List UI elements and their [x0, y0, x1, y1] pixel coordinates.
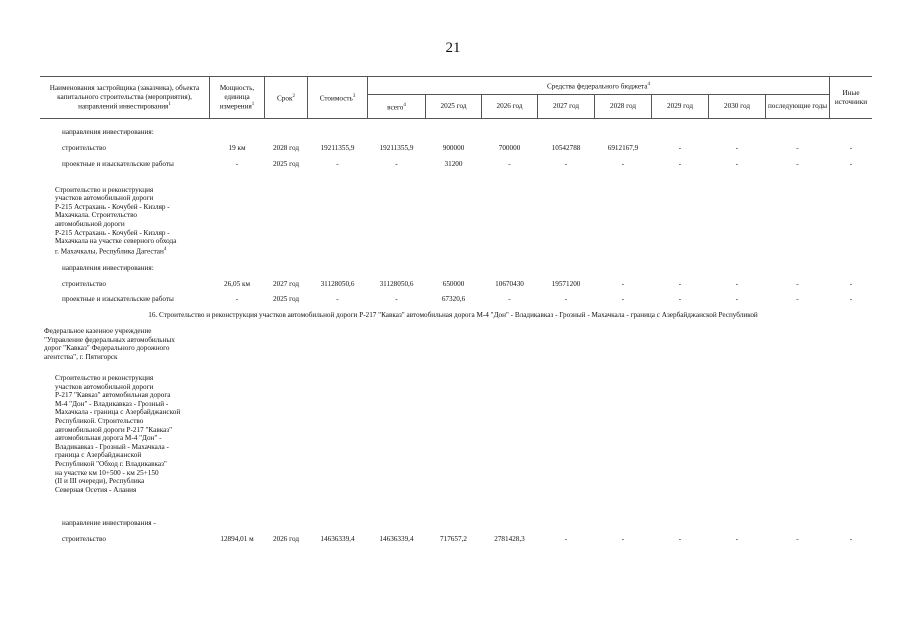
- cell-cost: -: [336, 295, 339, 303]
- row-label: направления инвестирования:: [62, 264, 154, 272]
- cell-2025: 31200: [444, 160, 463, 168]
- cell-later: -: [796, 280, 799, 288]
- cell-term: 2025 год: [273, 160, 299, 168]
- header-year: 2027 год: [553, 102, 579, 111]
- row-label: направления инвестирования:: [62, 128, 154, 136]
- header-year: 2026 год: [496, 102, 523, 111]
- cell-total: 31128050,6: [379, 280, 414, 288]
- cell-2027: -: [564, 160, 568, 168]
- cell-capacity: 26,05 км: [223, 280, 250, 288]
- cell-capacity: -: [235, 160, 239, 168]
- header-year: 2028 год: [610, 102, 636, 111]
- cell-2029: -: [678, 280, 682, 288]
- cell-2028: -: [621, 295, 625, 303]
- cell-2029: -: [678, 144, 682, 152]
- cell-later: -: [796, 160, 799, 168]
- header-cost: Стоимость$^3$: [319, 93, 356, 102]
- cell-capacity: 12894,01 м: [220, 535, 254, 543]
- row-label: строительство: [62, 280, 106, 288]
- row-label: проектные и изыскательские работы: [62, 160, 174, 168]
- header-year: 2029 год: [667, 102, 693, 111]
- cell-total: -: [395, 295, 398, 303]
- row-label: направление инвестирования -: [62, 519, 156, 527]
- cell-total: 14636339,4: [379, 535, 414, 543]
- header-year: 2030 год: [724, 102, 750, 111]
- customer-description: Федеральное казенное учреждение "Управление федеральных автомобильных дорог "Кавказ" Федерального дорожного агентства", г. Пятигорск: [44, 327, 175, 361]
- cell-other: -: [849, 295, 853, 303]
- cell-2027: -: [564, 295, 568, 303]
- cell-2030: -: [735, 535, 739, 543]
- cell-2028: -: [621, 280, 625, 288]
- header-capacity: Мощность, единица измерения$^1$: [219, 83, 255, 111]
- cell-2029: -: [678, 535, 682, 543]
- cell-2028: -: [621, 160, 625, 168]
- cell-2026: -: [508, 295, 511, 303]
- row-label: проектные и изыскательские работы: [62, 295, 174, 303]
- page-number: 21: [445, 40, 461, 56]
- cell-2025: 650000: [442, 280, 465, 288]
- cell-other: -: [849, 160, 853, 168]
- cell-total: -: [395, 160, 398, 168]
- cell-2030: -: [735, 280, 739, 288]
- cell-term: 2025 год: [273, 295, 299, 303]
- cell-term: 2028 год: [273, 144, 299, 152]
- cell-2027: -: [564, 535, 568, 543]
- cell-2029: -: [678, 295, 682, 303]
- cell-2026: 10670430: [495, 280, 524, 288]
- cell-cost: 31128050,6: [320, 280, 355, 288]
- cell-capacity: 19 км: [228, 144, 246, 152]
- cell-other: -: [849, 144, 853, 152]
- header-term: Срок$^2$: [277, 93, 295, 102]
- cell-2030: -: [735, 295, 739, 303]
- cell-cost: 19211355,9: [320, 144, 355, 152]
- cell-term: 2027 год: [273, 280, 299, 288]
- object-description: Строительство и реконструкция участков автомобильной дороги Р-215 Астрахань - Кочубей - Кизляр - Махачкала. Строительство автомобильной дороги Р-215 Астрахань - Кочубей - Кизляр - Махачкала на участке северного обхода г. Махачкалы, Республика Дагестан$^4$: [55, 185, 177, 256]
- cell-other: -: [849, 535, 853, 543]
- header-federal-budget: Средства федерального бюджета$^4$: [547, 81, 650, 90]
- cell-cost: -: [336, 160, 339, 168]
- object-description: Строительство и реконструкция участков автомобильной дороги Р-217 "Кавказ" автомобильная дорога М-4 "Дон" - Владикавказ - Грозный - Махачкала - граница с Азербайджанской Республикой. Строительство автомобильной дороги Р-217 "Кавказ" автомобильная дорога М-4 "Дон" - Владикавказ - Грозный - Махачкала - граница с Азербайджанской Республикой "Обход г. Владикавказ" на участке км 10+500 - км 25+150 (II и III очереди), Республика Северная Осетия - Алания: [55, 374, 181, 494]
- cell-total: 19211355,9: [379, 144, 414, 152]
- cell-2026: -: [508, 160, 511, 168]
- cell-2025: 900000: [442, 144, 465, 152]
- cell-later: -: [796, 535, 799, 543]
- header-name: Наименования застройщика (заказчика), объекта капитального строительства (мероприятия), направлений инвестирования$^1$: [49, 83, 200, 111]
- cell-2029: -: [678, 160, 682, 168]
- cell-2026: 2781428,3: [494, 535, 525, 543]
- cell-cost: 14636339,4: [320, 535, 355, 543]
- header-other-sources: Иные источники: [834, 88, 868, 106]
- row-label: строительство: [62, 144, 106, 152]
- header-year: 2025 год: [440, 102, 467, 111]
- cell-2030: -: [735, 144, 739, 152]
- cell-2027: 10542788: [551, 144, 581, 152]
- section-title: 16. Строительство и реконструкция участков автомобильной дороги Р-217 "Кавказ" автомобильная дорога М-4 "Дон" - Владикавказ - Грозный - Махачкала - граница с Азербайджанской Республикой: [148, 311, 758, 319]
- cell-capacity: -: [235, 295, 239, 303]
- cell-2026: 700000: [498, 144, 521, 152]
- cell-term: 2026 год: [273, 535, 299, 543]
- cell-later: -: [796, 295, 799, 303]
- header-year: последующие годы: [767, 102, 828, 111]
- header-total: всего$^4$: [387, 102, 406, 111]
- cell-2025: 67320,6: [441, 295, 466, 303]
- cell-2025: 717657,2: [440, 535, 467, 543]
- cell-2028: -: [621, 535, 625, 543]
- cell-other: -: [849, 280, 853, 288]
- cell-2030: -: [735, 160, 739, 168]
- cell-2027: 19571200: [551, 280, 581, 288]
- row-label: строительство: [62, 535, 106, 543]
- cell-later: -: [796, 144, 799, 152]
- header-bottom-border: [40, 118, 872, 119]
- cell-2028: 6912167,9: [607, 144, 639, 152]
